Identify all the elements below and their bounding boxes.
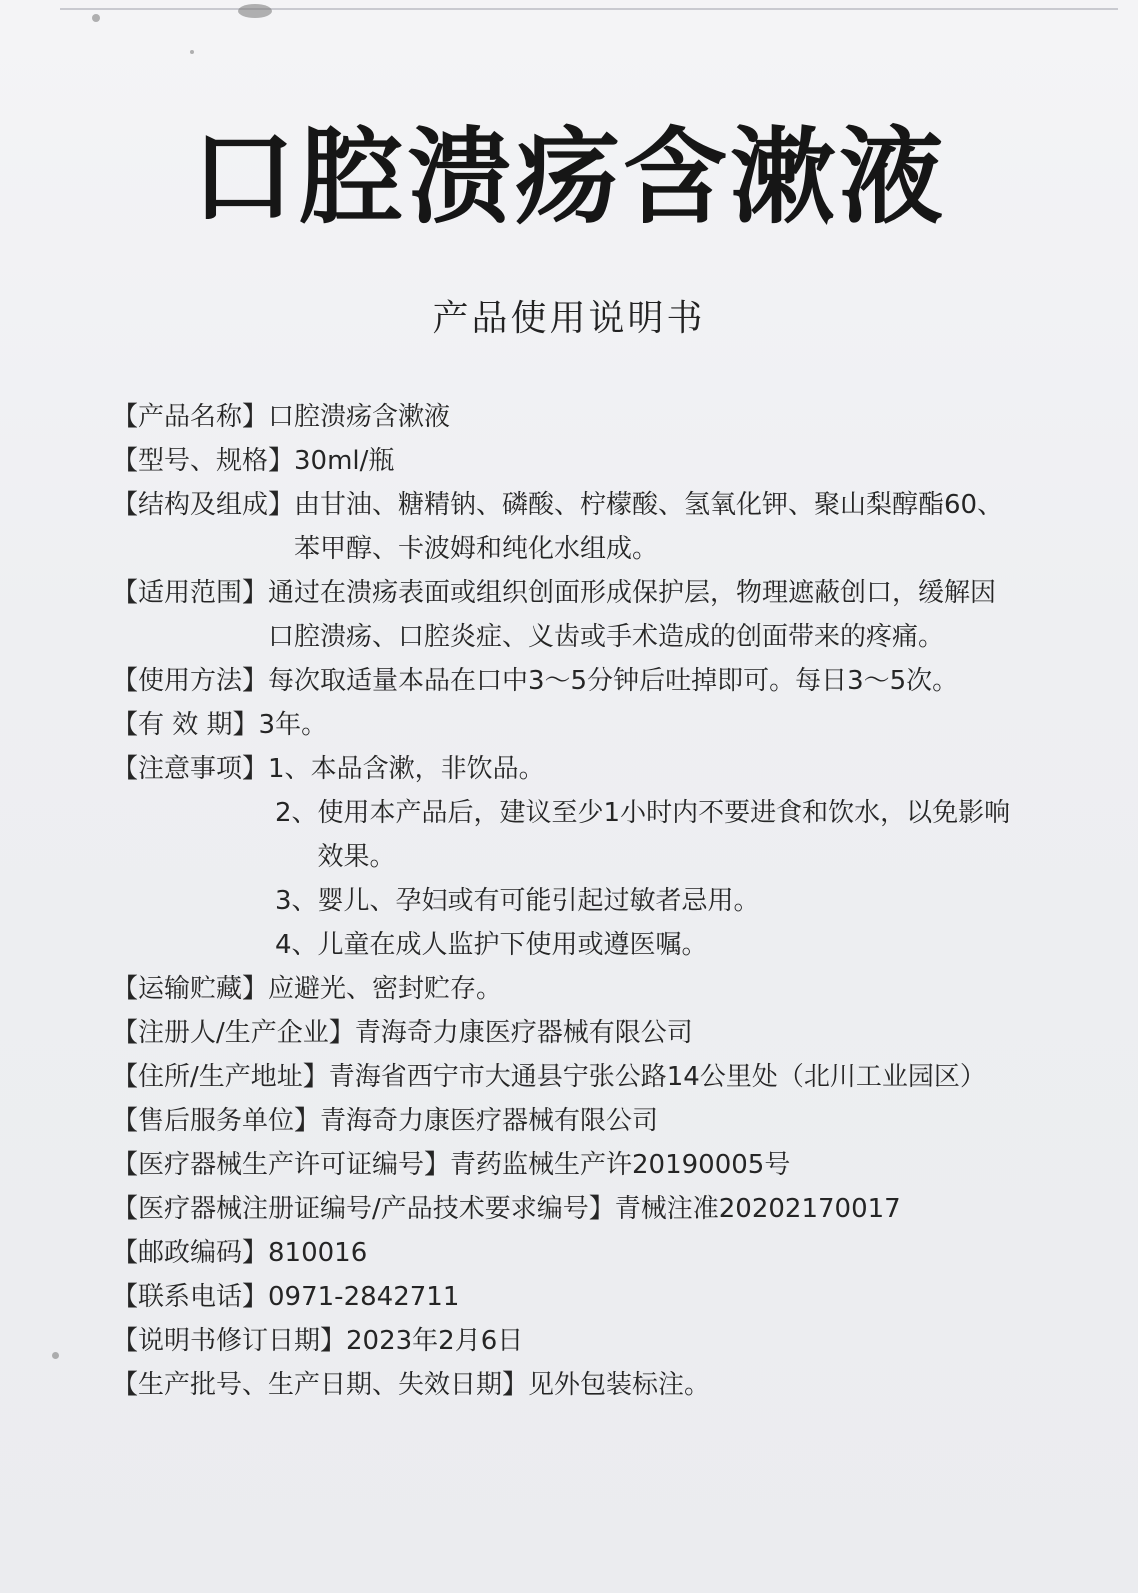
field-label: 【医疗器械注册证编号/产品技术要求编号】 [112, 1194, 615, 1224]
field-usage [112, 659, 1072, 703]
field-license [112, 1143, 1072, 1187]
field-value: 应避光、密封贮存。 [268, 974, 503, 1004]
field-value: 青药监械生产许20190005号 [450, 1150, 791, 1180]
field-label: 【联系电话】 [112, 1282, 269, 1312]
product-title: 口腔溃疡含漱液 [190, 116, 947, 238]
note-item [275, 923, 1072, 967]
field-model [112, 439, 1072, 483]
note-text: 儿童在成人监护下使用或遵医嘱。 [317, 930, 708, 960]
note-number: 3、 [275, 886, 318, 916]
note-text: 婴儿、孕妇或有可能引起过敏者忌用。 [317, 886, 760, 916]
field-batch [112, 1363, 1072, 1407]
document-body [112, 395, 1072, 1407]
scan-edge [60, 8, 1118, 10]
note-item [275, 791, 1072, 879]
note-item [268, 747, 545, 791]
field-label: 【邮政编码】 [112, 1238, 269, 1268]
field-value: 810016 [268, 1238, 368, 1268]
field-label: 【运输贮藏】 [112, 974, 269, 1004]
field-scope [112, 571, 1072, 659]
scan-speck [52, 1352, 59, 1359]
field-value: 0971-2842711 [268, 1282, 460, 1312]
field-label: 【说明书修订日期】 [112, 1326, 347, 1356]
field-label: 【生产批号、生产日期、失效日期】 [112, 1370, 529, 1400]
field-label: 【使用方法】 [112, 666, 269, 696]
field-label: 【适用范围】 [112, 578, 269, 608]
field-revision-date [112, 1319, 1072, 1363]
field-value: 每次取适量本品在口中3～5分钟后吐掉即可。每日3～5次。 [268, 666, 959, 696]
scan-speck [238, 4, 272, 18]
note-number: 1、 [268, 754, 311, 784]
field-value: 青海省西宁市大通县宁张公路14公里处（北川工业园区） [328, 1062, 986, 1092]
note-text: 本品含漱，非饮品。 [310, 754, 545, 784]
field-label: 【注册人/生产企业】 [112, 1018, 355, 1048]
note-number: 2、 [275, 798, 318, 828]
field-validity [112, 703, 1072, 747]
field-registrant [112, 1011, 1072, 1055]
field-label: 【医疗器械生产许可证编号】 [112, 1150, 451, 1180]
field-label: 【型号、规格】 [112, 446, 295, 476]
field-value: 青海奇力康医疗器械有限公司 [354, 1018, 693, 1048]
document-subtitle: 产品使用说明书 [432, 298, 706, 339]
field-registration [112, 1187, 1072, 1231]
field-value: 通过在溃疡表面或组织创面形成保护层，物理遮蔽创口，缓解因口腔溃疡、口腔炎症、义齿或手术造成的创面带来的疼痛。 [268, 578, 997, 652]
field-label: 【住所/生产地址】 [112, 1062, 329, 1092]
field-value: 青海奇力康医疗器械有限公司 [320, 1106, 659, 1136]
field-storage [112, 967, 1072, 1011]
field-value: 3年。 [258, 710, 328, 740]
field-label: 【产品名称】 [112, 402, 269, 432]
note-item [275, 879, 1072, 923]
field-postcode [112, 1231, 1072, 1275]
field-product-name [112, 395, 1072, 439]
field-label: 【售后服务单位】 [112, 1106, 321, 1136]
field-value: 口腔溃疡含漱液 [268, 402, 451, 432]
note-text: 使用本产品后，建议至少1小时内不要进食和饮水，以免影响效果。 [317, 798, 1011, 872]
field-value: 2023年2月6日 [346, 1326, 524, 1356]
scan-speck [190, 50, 194, 54]
field-notes [112, 747, 1072, 791]
field-label: 【注意事项】 [112, 754, 269, 784]
field-phone [112, 1275, 1072, 1319]
field-value: 30ml/瓶 [294, 446, 395, 476]
field-label: 【结构及组成】 [112, 490, 295, 520]
note-number: 4、 [275, 930, 318, 960]
notes-continued [112, 791, 1072, 967]
field-value: 由甘油、糖精钠、磷酸、柠檬酸、氢氧化钾、聚山梨醇酯60、苯甲醇、卡波姆和纯化水组成。 [294, 490, 1004, 564]
field-value: 青械注准20202170017 [614, 1194, 901, 1224]
field-address [112, 1055, 1072, 1099]
field-service [112, 1099, 1072, 1143]
field-value: 见外包装标注。 [528, 1370, 711, 1400]
field-label: 【有 效 期】 [112, 710, 259, 740]
scan-speck [92, 14, 100, 22]
field-composition [112, 483, 1072, 571]
